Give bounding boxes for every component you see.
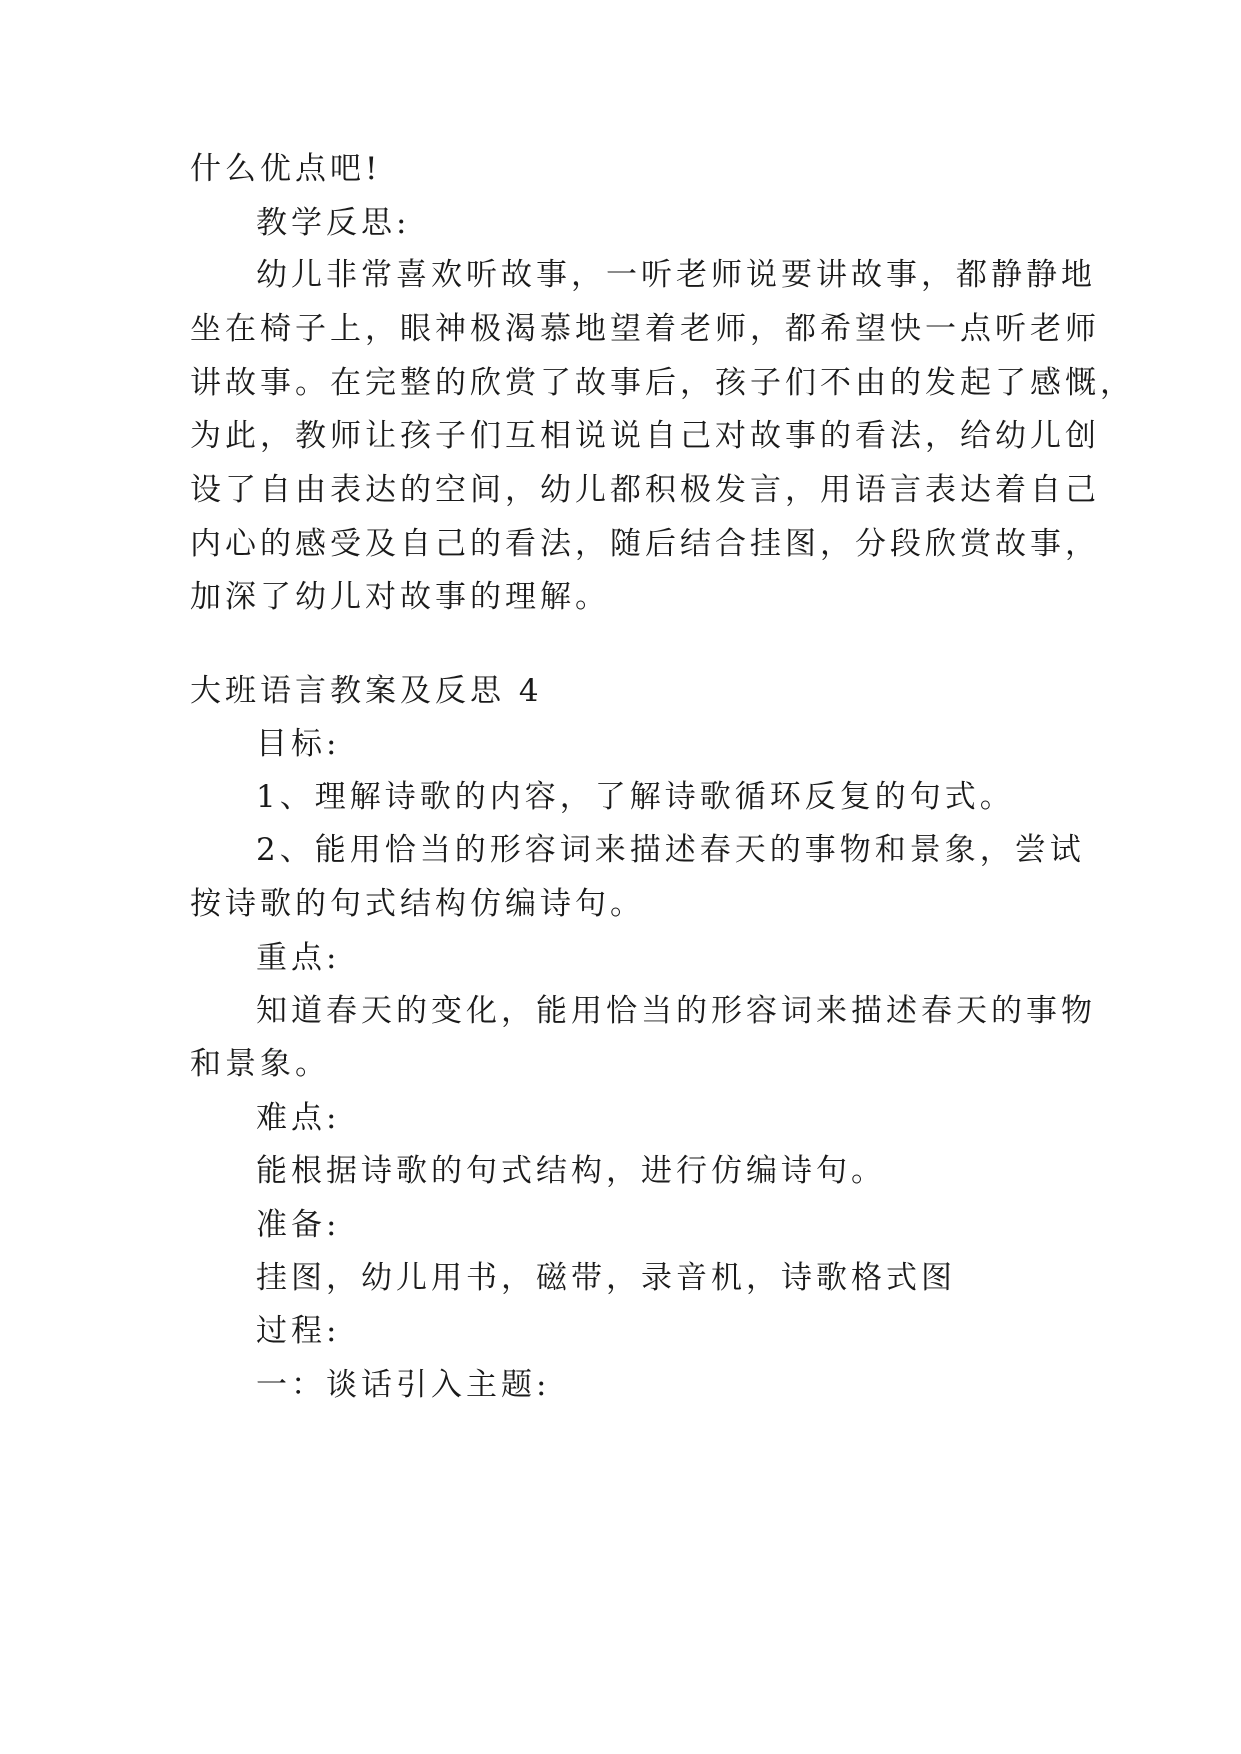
continuation-line: 什么优点吧!: [190, 151, 382, 187]
goal-item-continuation: 按诗歌的句式结构仿编诗句。: [190, 886, 645, 922]
reflection-line: 坐在椅子上，眼神极渴慕地望着老师，都希望快一点听老师: [190, 311, 1100, 347]
goal-item: 2、能用恰当的形容词来描述春天的事物和景象，尝试: [256, 832, 1085, 868]
goal-item: 1、理解诗歌的内容，了解诗歌循环反复的句式。: [256, 779, 1015, 815]
section-title: 大班语言教案及反思 4: [190, 673, 543, 709]
key-point-text: 知道春天的变化，能用恰当的形容词来描述春天的事物: [256, 993, 1096, 1029]
reflection-line: 设了自由表达的空间，幼儿都积极发言，用语言表达着自己: [190, 472, 1100, 508]
process-step: 一：谈话引入主题:: [256, 1367, 551, 1403]
process-heading: 过程:: [256, 1313, 341, 1349]
reflection-line: 讲故事。在完整的欣赏了故事后，孩子们不由的发起了感慨，: [190, 365, 1135, 401]
goal-heading: 目标:: [256, 726, 341, 762]
reflection-line: 加深了幼儿对故事的理解。: [190, 579, 610, 615]
reflection-line: 内心的感受及自己的看法，随后结合挂图，分段欣赏故事，: [190, 526, 1100, 562]
difficulty-text: 能根据诗歌的句式结构，进行仿编诗句。: [256, 1153, 886, 1189]
reflection-line: 幼儿非常喜欢听故事，一听老师说要讲故事，都静静地: [256, 257, 1096, 293]
preparation-text: 挂图，幼儿用书，磁带，录音机，诗歌格式图: [256, 1260, 956, 1296]
key-point-text: 和景象。: [190, 1046, 330, 1082]
difficulty-heading: 难点:: [256, 1100, 341, 1136]
reflection-line: 为此，教师让孩子们互相说说自己对故事的看法，给幼儿创: [190, 418, 1100, 454]
preparation-heading: 准备:: [256, 1207, 341, 1243]
key-point-heading: 重点:: [256, 940, 341, 976]
reflection-heading: 教学反思:: [256, 205, 411, 241]
